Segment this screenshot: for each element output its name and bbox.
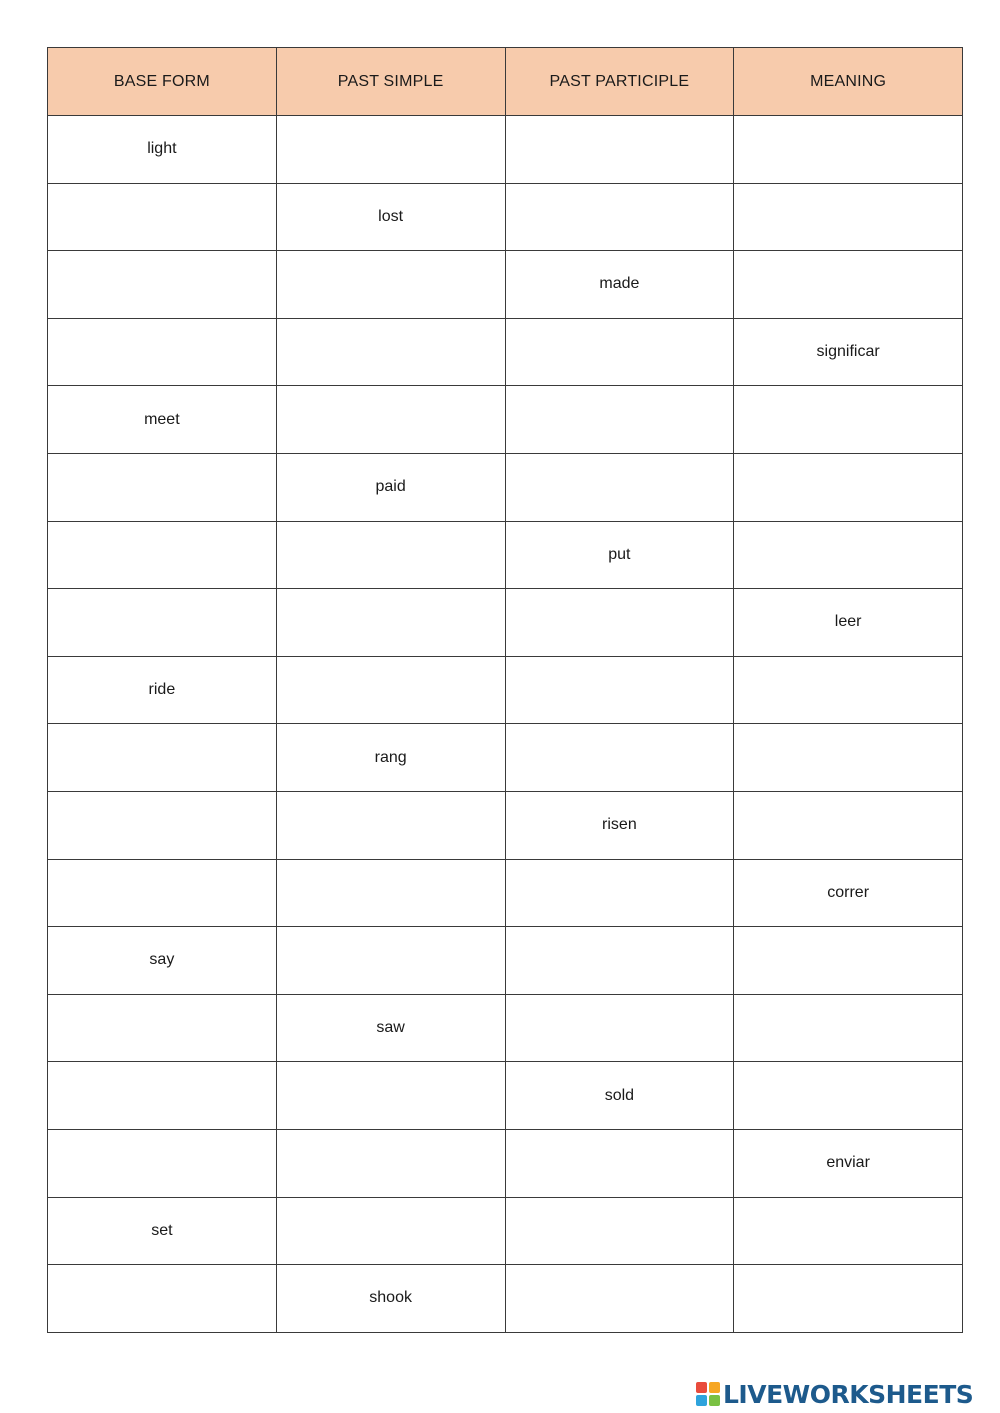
- answer-cell-base-form[interactable]: [48, 1062, 277, 1130]
- table-row: [48, 994, 963, 1062]
- given-cell-past-simple: lost: [276, 183, 505, 251]
- answer-cell-past-simple[interactable]: [276, 521, 505, 589]
- header-past-simple: PAST SIMPLE: [276, 48, 505, 116]
- table-row: [48, 183, 963, 251]
- answer-cell-past-simple[interactable]: [276, 589, 505, 657]
- answer-cell-past-simple[interactable]: [276, 318, 505, 386]
- answer-cell-meaning[interactable]: [734, 724, 963, 792]
- given-cell-past-participle: put: [505, 521, 734, 589]
- answer-cell-past-simple[interactable]: [276, 251, 505, 319]
- given-cell-base-form: meet: [48, 386, 277, 454]
- answer-cell-base-form[interactable]: [48, 453, 277, 521]
- answer-cell-past-participle[interactable]: [505, 1265, 734, 1333]
- answer-cell-past-simple[interactable]: [276, 927, 505, 995]
- table-row: [48, 656, 963, 724]
- given-cell-base-form: ride: [48, 656, 277, 724]
- given-cell-base-form: set: [48, 1197, 277, 1265]
- table-row: [48, 927, 963, 995]
- answer-cell-past-simple[interactable]: [276, 1197, 505, 1265]
- answer-cell-base-form[interactable]: [48, 183, 277, 251]
- answer-cell-past-participle[interactable]: [505, 318, 734, 386]
- header-row: [48, 48, 963, 116]
- answer-cell-base-form[interactable]: [48, 251, 277, 319]
- answer-cell-past-participle[interactable]: [505, 589, 734, 657]
- header-base-form: BASE FORM: [48, 48, 277, 116]
- given-cell-meaning: enviar: [734, 1129, 963, 1197]
- answer-cell-meaning[interactable]: [734, 116, 963, 184]
- answer-cell-past-participle[interactable]: [505, 927, 734, 995]
- given-cell-past-participle: made: [505, 251, 734, 319]
- table-row: [48, 589, 963, 657]
- answer-cell-meaning[interactable]: [734, 183, 963, 251]
- given-cell-past-simple: shook: [276, 1265, 505, 1333]
- given-cell-past-simple: rang: [276, 724, 505, 792]
- answer-cell-past-simple[interactable]: [276, 791, 505, 859]
- answer-cell-past-participle[interactable]: [505, 116, 734, 184]
- answer-cell-base-form[interactable]: [48, 1129, 277, 1197]
- liveworksheets-logo-icon: [696, 1382, 720, 1406]
- answer-cell-base-form[interactable]: [48, 589, 277, 657]
- irregular-verbs-table: [47, 47, 963, 1333]
- answer-cell-past-participle[interactable]: [505, 724, 734, 792]
- answer-cell-meaning[interactable]: [734, 927, 963, 995]
- table-row: [48, 318, 963, 386]
- answer-cell-past-participle[interactable]: [505, 994, 734, 1062]
- liveworksheets-logo: [696, 1378, 973, 1410]
- answer-cell-past-participle[interactable]: [505, 656, 734, 724]
- answer-cell-meaning[interactable]: [734, 994, 963, 1062]
- answer-cell-past-simple[interactable]: [276, 656, 505, 724]
- answer-cell-meaning[interactable]: [734, 1265, 963, 1333]
- answer-cell-past-participle[interactable]: [505, 1197, 734, 1265]
- given-cell-meaning: correr: [734, 859, 963, 927]
- header-meaning: MEANING: [734, 48, 963, 116]
- table-row: [48, 859, 963, 927]
- table-row: [48, 1129, 963, 1197]
- answer-cell-meaning[interactable]: [734, 386, 963, 454]
- given-cell-past-simple: paid: [276, 453, 505, 521]
- answer-cell-past-simple[interactable]: [276, 1062, 505, 1130]
- given-cell-past-simple: saw: [276, 994, 505, 1062]
- table-row: [48, 251, 963, 319]
- answer-cell-base-form[interactable]: [48, 318, 277, 386]
- answer-cell-past-simple[interactable]: [276, 859, 505, 927]
- answer-cell-meaning[interactable]: [734, 1062, 963, 1130]
- answer-cell-base-form[interactable]: [48, 859, 277, 927]
- given-cell-past-participle: risen: [505, 791, 734, 859]
- answer-cell-meaning[interactable]: [734, 251, 963, 319]
- answer-cell-past-participle[interactable]: [505, 1129, 734, 1197]
- answer-cell-base-form[interactable]: [48, 724, 277, 792]
- logo-text: LIVEWORKSHEETS: [723, 1379, 974, 1409]
- table-body: [48, 116, 963, 1333]
- answer-cell-meaning[interactable]: [734, 791, 963, 859]
- answer-cell-past-participle[interactable]: [505, 453, 734, 521]
- table-row: [48, 1265, 963, 1333]
- table-row: [48, 521, 963, 589]
- answer-cell-base-form[interactable]: [48, 791, 277, 859]
- answer-cell-meaning[interactable]: [734, 521, 963, 589]
- table-row: [48, 386, 963, 454]
- answer-cell-past-simple[interactable]: [276, 386, 505, 454]
- answer-cell-base-form[interactable]: [48, 521, 277, 589]
- answer-cell-past-participle[interactable]: [505, 183, 734, 251]
- table-row: [48, 1062, 963, 1130]
- given-cell-meaning: significar: [734, 318, 963, 386]
- table-row: [48, 791, 963, 859]
- table-row: [48, 724, 963, 792]
- answer-cell-base-form[interactable]: [48, 994, 277, 1062]
- answer-cell-past-simple[interactable]: [276, 116, 505, 184]
- given-cell-base-form: light: [48, 116, 277, 184]
- header-past-participle: PAST PARTICIPLE: [505, 48, 734, 116]
- answer-cell-meaning[interactable]: [734, 453, 963, 521]
- answer-cell-meaning[interactable]: [734, 656, 963, 724]
- answer-cell-past-simple[interactable]: [276, 1129, 505, 1197]
- answer-cell-past-participle[interactable]: [505, 859, 734, 927]
- answer-cell-meaning[interactable]: [734, 1197, 963, 1265]
- answer-cell-base-form[interactable]: [48, 1265, 277, 1333]
- given-cell-meaning: leer: [734, 589, 963, 657]
- given-cell-base-form: say: [48, 927, 277, 995]
- table-row: [48, 116, 963, 184]
- table-row: [48, 1197, 963, 1265]
- given-cell-past-participle: sold: [505, 1062, 734, 1130]
- answer-cell-past-participle[interactable]: [505, 386, 734, 454]
- table-row: [48, 453, 963, 521]
